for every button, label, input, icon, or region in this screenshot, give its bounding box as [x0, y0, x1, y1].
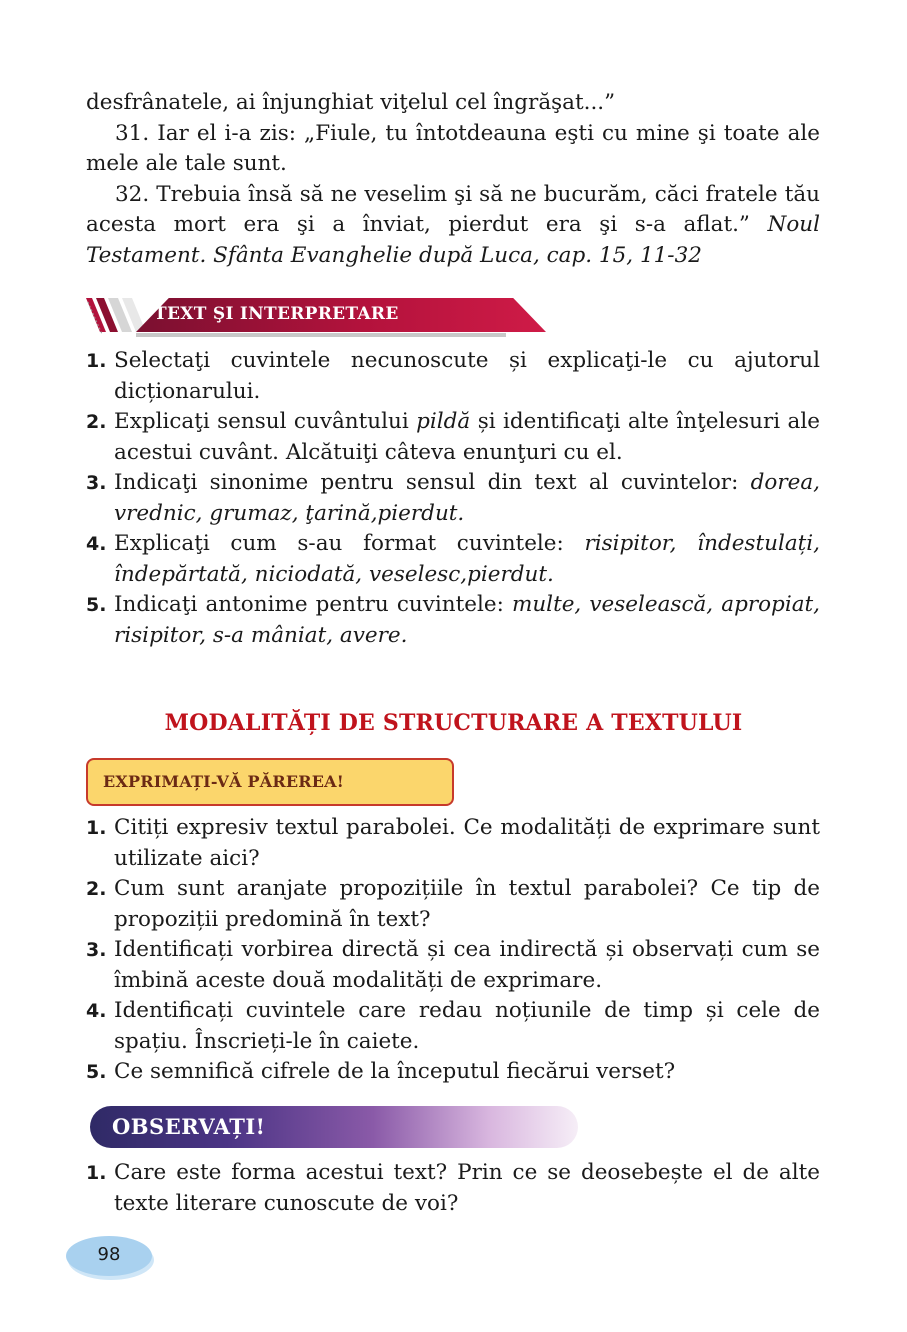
list-item-italic-text: dorea, vrednic, grumaz, ţarină,pierdut. [114, 470, 820, 526]
list-item-text: Selectaţi cuvintele necunoscute și explicaţi-le cu ajutorul dicționarului. [114, 348, 820, 404]
list-item [86, 407, 820, 468]
page-number-badge [66, 1236, 152, 1276]
list-item [86, 468, 820, 529]
list-item-number: 4. [86, 1000, 107, 1022]
list-item-text: Identificați vorbirea directă și cea indirectă și observați cum se îmbină aceste două modalități de exprimare. [114, 937, 820, 993]
list-item-text: Indicaţi sinonime pentru sensul din text al cuvintelor: [114, 470, 751, 495]
opinion-box [86, 758, 454, 806]
intro-text [86, 88, 820, 271]
opinion-label: EXPRIMAȚI-VĂ PĂREREA! [103, 772, 345, 791]
list-item [86, 346, 820, 407]
list-item-italic-text: pildă [416, 409, 471, 434]
list-item-text: Identificați cuvintele care redau noțiunile de timp și cele de spațiu. Înscrieți-le în caiete. [114, 998, 820, 1054]
list-item-number: 5. [86, 1061, 107, 1083]
list-item [86, 874, 820, 935]
list-item-number: 4. [86, 533, 107, 555]
list-item [86, 1158, 820, 1219]
list-item-number: 1. [86, 817, 107, 839]
list-item [86, 935, 820, 996]
list-item-number: 3. [86, 939, 107, 961]
verse-31: 31. Iar el i-a zis: „Fiule, tu întotdeauna eşti cu mine şi toate ale mele ale tale sunt. [86, 120, 820, 176]
opinion-list [86, 813, 820, 1088]
list-item [86, 996, 820, 1057]
verse-source: Noul Testament. Sfânta Evanghelie după Luca, cap. 15, 11-32 [86, 212, 820, 268]
page-number: 98 [97, 1244, 121, 1265]
text-interpretation-banner [86, 298, 466, 340]
list-item-italic-text: risipitor, îndestulați, îndepărtată, niciodată, veselesc,pierdut. [114, 531, 821, 587]
verse-32-text: 32. Trebuia însă să ne veselim şi să ne bucurăm, căci fratele tău acesta mort era şi a înviat, pierdut era şi s-a aflat.” [86, 181, 820, 237]
list-item-number: 3. [86, 472, 107, 494]
list-item-text: și identificaţi alte înţelesuri ale acestui cuvânt. Alcătuiţi câteva enunţuri cu el. [114, 409, 820, 465]
list-item-text: Care este forma acestui text? Prin ce se deosebește el de alte texte literare cunoscute de voi? [114, 1160, 820, 1216]
list-item-number: 2. [86, 411, 107, 433]
list-item-text: Explicaţi sensul cuvântului [114, 409, 417, 434]
list-item [86, 1057, 820, 1088]
observe-banner [90, 1106, 578, 1148]
list-item-italic-text: multe, veselească, apropiat, risipitor, s-a mâniat, avere. [114, 592, 820, 648]
list-item-text: Cum sunt aranjate propozițiile în textul parabolei? Ce tip de propoziții predomină în text? [114, 876, 820, 932]
observe-label: OBSERVAȚI! [112, 1114, 266, 1139]
list-item-number: 1. [86, 350, 107, 372]
interpretation-list [86, 346, 820, 651]
observe-list [86, 1158, 820, 1219]
banner-underline [136, 333, 506, 337]
banner-label: TEXT ŞI INTERPRETARE [154, 304, 399, 324]
list-item [86, 590, 820, 651]
list-item [86, 813, 820, 874]
list-item-text: Explicaţi cum s-au format cuvintele: [114, 531, 585, 556]
section-title: MODALITĂȚI DE STRUCTURARE A TEXTULUI [164, 710, 743, 736]
list-item-text: Ce semnifică cifrele de la începutul fiecărui verset? [114, 1059, 676, 1084]
list-item-text: Citiți expresiv textul parabolei. Ce modalități de exprimare sunt utilizate aici? [114, 815, 820, 871]
verse-32 [86, 180, 820, 272]
list-item-number: 5. [86, 594, 107, 616]
list-item-number: 2. [86, 878, 107, 900]
list-item-number: 1. [86, 1162, 107, 1184]
verse-continuation: desfrânatele, ai înjunghiat viţelul cel îngrăşat...” [86, 90, 616, 115]
list-item [86, 529, 820, 590]
list-item-text: Indicaţi antonime pentru cuvintele: [114, 592, 512, 617]
